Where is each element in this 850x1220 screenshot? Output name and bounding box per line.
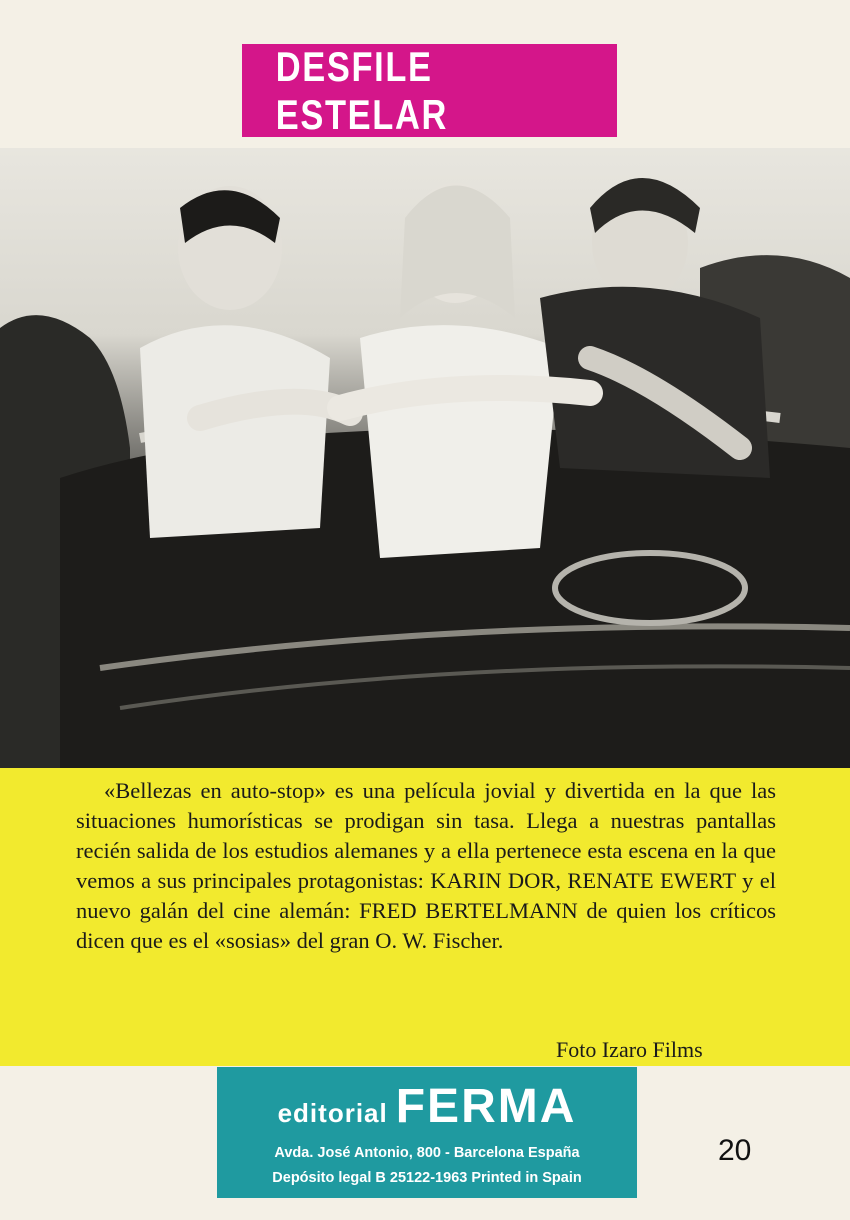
publisher-name-big: FERMA — [395, 1080, 577, 1133]
photo-illustration — [0, 148, 850, 768]
film-still-photo — [0, 148, 850, 768]
photo-credit: Foto Izaro Films — [556, 1037, 703, 1062]
page-title: DESFILE ESTELAR — [275, 42, 448, 138]
publisher-address: Avda. José Antonio, 800 - Barcelona España — [274, 1145, 580, 1161]
title-banner — [242, 44, 617, 137]
publisher-name — [217, 1079, 637, 1134]
publisher-legal: Depósito legal B 25122-1963 Printed in Spain — [272, 1170, 582, 1186]
publisher-box — [217, 1067, 637, 1198]
publisher-name-small: editorial — [277, 1098, 388, 1128]
page-number: 20 — [718, 1134, 752, 1167]
caption-text: «Bellezas en auto-stop» es una película jovial y divertida en la que las situaciones humorísticas se prodigan sin tasa. Llega a nuestras pantallas recién salida de los estudios alemanes y a ella pertenece esta escena en la que vemos a sus principales protagonistas: KARIN DOR, RENATE EWERT y el nuevo galán del cine alemán: FRED BERTELMANN de quien los críticos dicen que es el «sosias» del gran O. W. Fischer. — [76, 778, 776, 953]
